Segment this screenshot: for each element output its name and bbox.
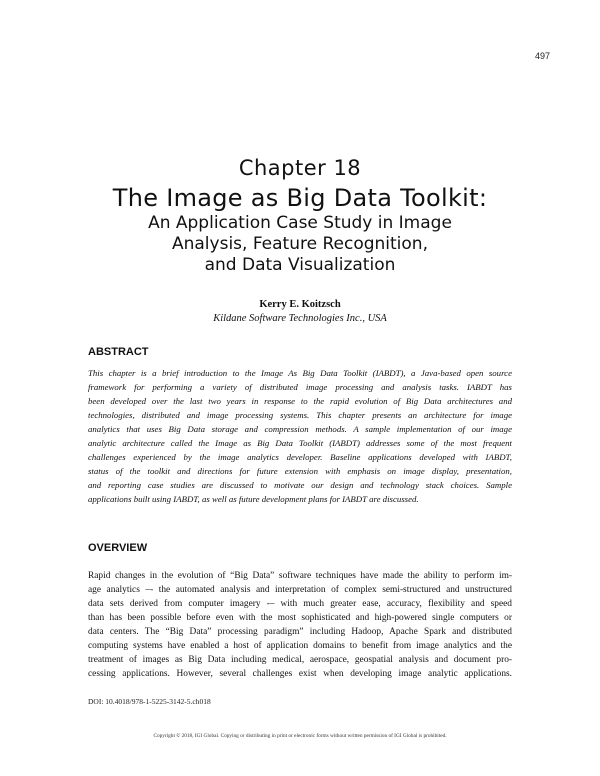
abstract-heading: ABSTRACT <box>88 346 149 358</box>
overview-line: cessing applications. However, several challenges exist when developing image analytic applications. <box>88 669 512 679</box>
abstract-line: status of the toolkit and directions for future extension with emphasis on image display, presentation, <box>88 466 512 476</box>
chapter-label: Chapter 18 <box>238 156 362 180</box>
abstract-line: This chapter is a brief introduction to the Image As Big Data Toolkit (IABDT), a Java-based open source <box>88 368 512 378</box>
overview-line: data centers. The “Big Data” processing paradigm” including Hadoop, Apache Spark and distributed <box>88 627 512 637</box>
overview-heading: OVERVIEW <box>88 542 148 554</box>
overview-line: treatment of images as Big Data including medical, aerospace, geospatial analysis and document pro- <box>88 655 512 665</box>
overview-line: data sets derived from computer imagery -– with much greater ease, accuracy, flexibility and speed <box>88 599 512 609</box>
abstract-line: analytic architecture called the Image as Big Data Toolkit (IABDT) addresses some of the most frequent <box>88 438 512 448</box>
author-name: Kerry E. Koitzsch <box>259 299 341 310</box>
chapter-title: The Image as Big Data Toolkit: <box>112 184 488 212</box>
author-affiliation: Kildane Software Technologies Inc., USA <box>213 313 387 324</box>
chapter-subtitle-line: Analysis, Feature Recognition, <box>171 234 428 254</box>
abstract-line: and reporting case studies are discussed to motivate our design and technology stack choices. Sample <box>88 480 512 490</box>
copyright-notice: Copyright © 2018, IGI Global. Copying or distributing in print or electronic forms without written permission of IGI Global is prohibited. <box>153 733 447 739</box>
overview-line: Rapid changes in the evolution of “Big Data” software techniques have made the ability to perform im- <box>88 571 512 581</box>
chapter-subtitle-line: An Application Case Study in Image <box>148 213 452 233</box>
abstract-line: analytics that uses Big Data storage and compression methods. A sample implementation of our image <box>88 424 512 434</box>
doi-reference: DOI: 10.4018/978-1-5225-3142-5.ch018 <box>88 697 211 706</box>
overview-line: computing systems have enabled a host of application domains to benefit from image analytics and the <box>88 641 512 651</box>
abstract-line: been developed over the last two years in response to the rapid evolution of Big Data architectures and <box>88 396 512 406</box>
abstract-line: framework for performing a variety of distributed image processing and analysis tasks. IABDT has <box>88 382 512 392</box>
overview-line: age analytics –- the automated analysis and interpretation of complex semi-structured and unstructured <box>88 585 512 595</box>
chapter-subtitle-line: and Data Visualization <box>204 255 396 275</box>
abstract-line: applications built using IABDT, as well as future development plans for IABDT are discussed. <box>88 494 419 504</box>
overview-line: than has been possible before even with the most sophisticated and high-powered single computers or <box>88 613 512 623</box>
abstract-line: technologies, distributed and image processing systems. This chapter presents an architecture for image <box>88 410 512 420</box>
page-number: 497 <box>534 51 550 61</box>
abstract-line: challenges experienced by the image analytics developer. Baseline applications developed with IABDT, <box>88 452 512 462</box>
